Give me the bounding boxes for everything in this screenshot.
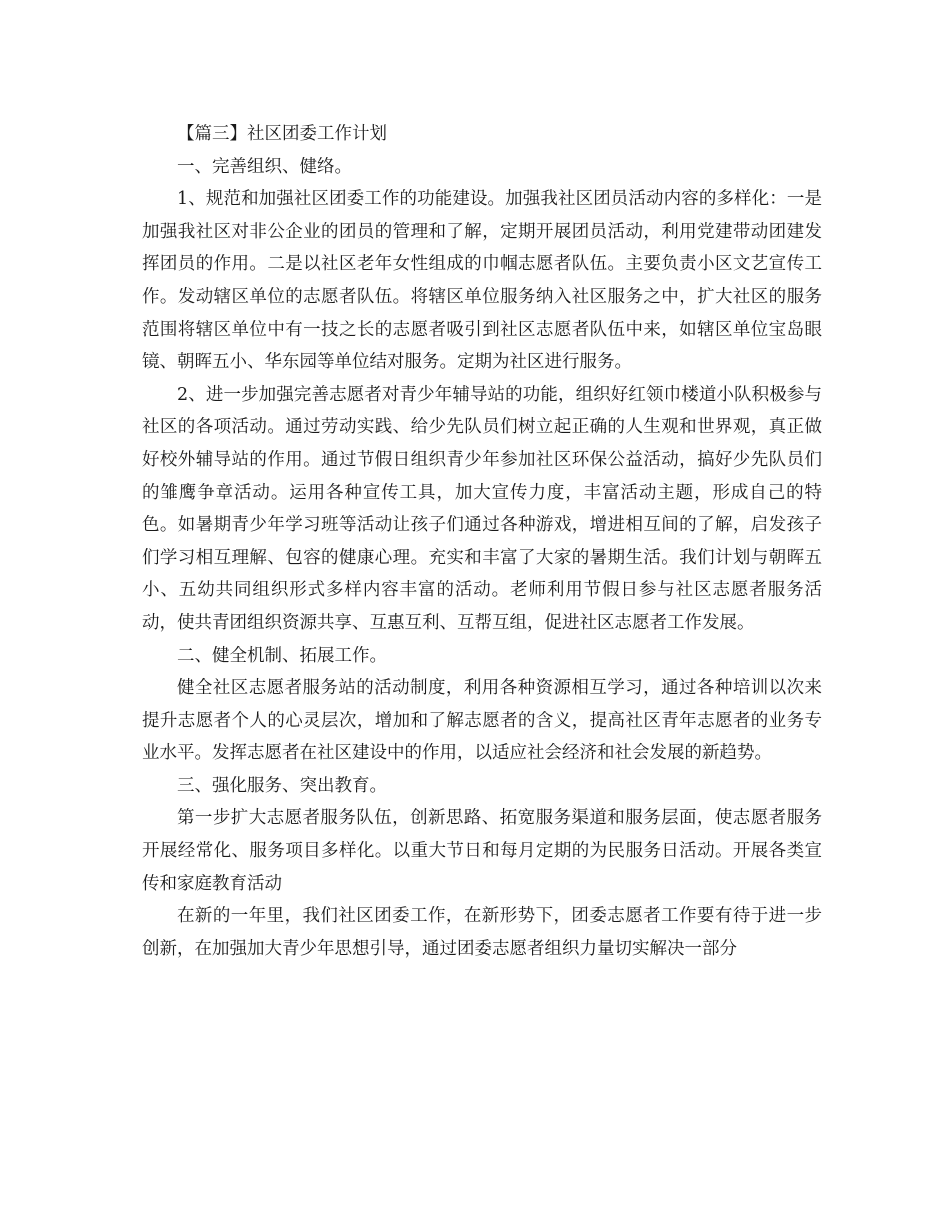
paragraph-3: 健全社区志愿者服务站的活动制度，利用各种资源相互学习，通过各种培训以次来提升志愿者个人的心灵层次，增加和了解志愿者的含义，提高社区青年志愿者的业务专业水平。发挥志愿者在社区建设中的作用，以适应社会经济和社会发展的新趋势。 (142, 678, 822, 764)
document-body (142, 118, 822, 965)
paragraph-2: 2、进一步加强完善志愿者对青少年辅导站的功能，组织好红领巾楼道小队积极参与社区的各项活动。通过劳动实践、给少先队员们树立起正确的人生观和世界观，真正做好校外辅导站的作用。通过节假日组织青少年参加社区环保公益活动，搞好少先队员们的雏鹰争章活动。运用各种宣传工具，加大宣传力度，丰富活动主题，形成自己的特色。如暑期青少年学习班等活动让孩子们通过各种游戏，增进相互间的了解，启发孩子们学习相互理解、包容的健康心理。充实和丰富了大家的暑期生活。我们计划与朝晖五小、五幼共同组织形式多样内容丰富的活动。老师利用节假日参与社区志愿者服务活动，使共青团组织资源共享、互惠互利、互帮互组，促进社区志愿者工作发展。 (142, 384, 822, 633)
document-title: 【篇三】社区团委工作计划 (177, 124, 387, 144)
paragraph-1: 1、规范和加强社区团委工作的功能建设。加强我社区团员活动内容的多样化：一是加强我社区对非公企业的团员的管理和了解，定期开展团员活动，利用党建带动团建发挥团员的作用。二是以社区老年女性组成的巾帼志愿者队伍。主要负责小区文艺宣传工作。发动辖区单位的志愿者队伍。将辖区单位服务纳入社区服务之中，扩大社区的服务范围将辖区单位中有一技之长的志愿者吸引到社区志愿者队伍中来，如辖区单位宝岛眼镜、朝晖五小、华东园等单位结对服务。定期为社区进行服务。 (142, 189, 822, 373)
paragraph-4: 第一步扩大志愿者服务队伍，创新思路、拓宽服务渠道和服务层面，使志愿者服务开展经常化、服务项目多样化。以重大节日和每月定期的为民服务日活动。开展各类宣传和家庭教育活动 (142, 808, 822, 894)
section-heading-3: 三、强化服务、突出教育。 (177, 775, 387, 796)
section-heading-2: 二、健全机制、拓展工作。 (177, 645, 387, 666)
paragraph-5: 在新的一年里，我们社区团委工作，在新形势下，团委志愿者工作要有待于进一步创新，在加强加大青少年思想引导，通过团委志愿者组织力量切实解决一部分 (142, 906, 822, 959)
section-heading-1: 一、完善组织、健络。 (177, 156, 352, 177)
